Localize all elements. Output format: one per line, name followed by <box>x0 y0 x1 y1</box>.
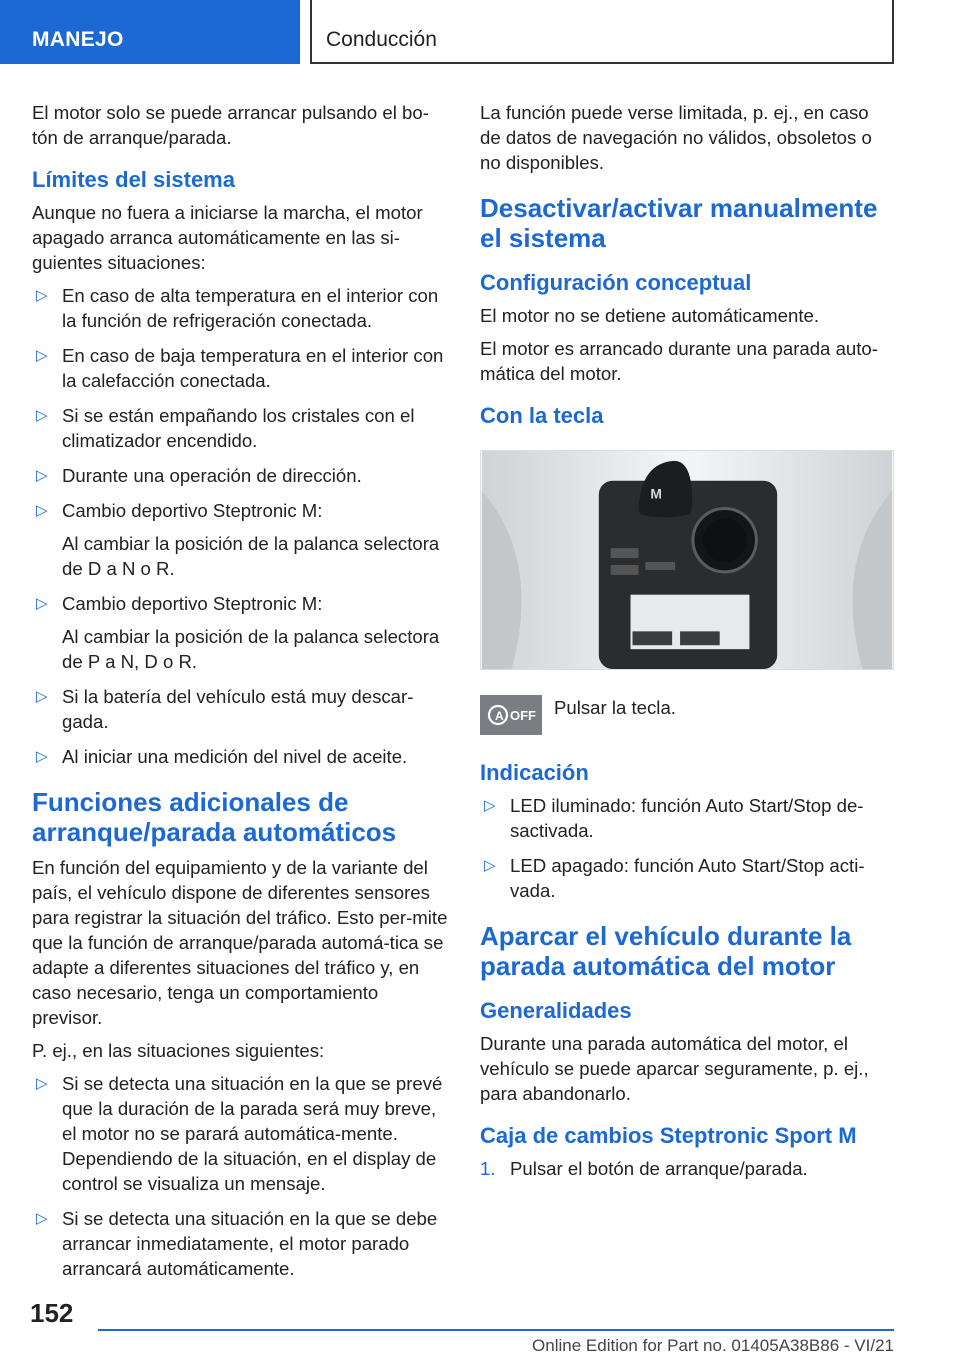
bullet-triangle-icon: ▷ <box>36 287 48 304</box>
press-key-text: Pulsar la tecla. <box>554 697 676 718</box>
bullet-triangle-icon: ▷ <box>36 595 48 612</box>
extra-functions-list <box>32 1071 450 1281</box>
photo-m-logo: M <box>650 485 662 502</box>
general-heading: Generalidades <box>480 998 632 1023</box>
indicator-heading: Indicación <box>480 760 589 785</box>
general-paragraph: Durante una parada automática del motor, el vehículo se puede aparcar seguramente, p. ej., para abandonarlo. <box>480 1033 869 1104</box>
section-tab <box>0 0 300 64</box>
intro-paragraph: El motor solo se puede arrancar pulsando el bo-tón de arranque/parada. <box>32 102 429 148</box>
limits-list <box>32 283 450 769</box>
bullet-triangle-icon: ▷ <box>36 502 48 519</box>
bullet-triangle-icon: ▷ <box>36 467 48 484</box>
off-label: OFF <box>510 708 536 723</box>
right-column <box>480 100 894 1189</box>
list-item: ▷ En caso de baja temperatura en el interior con la calefacción conectada. <box>36 345 444 391</box>
page-number: 152 <box>30 1298 74 1328</box>
gearbox-heading: Caja de cambios Steptronic Sport M <box>480 1123 857 1148</box>
list-item: ▷ Durante una operación de dirección. <box>36 465 362 486</box>
park-heading: Aparcar el vehículo durante la parada automática del motor <box>480 921 852 981</box>
step-number: 1. <box>480 1158 496 1179</box>
section-label: MANEJO <box>32 28 124 51</box>
list-item: ▷ Cambio deportivo Steptronic M: Al cambiar la posición de la palanca selectora de D a N o R. <box>32 498 450 581</box>
limits-heading: Límites del sistema <box>32 167 235 192</box>
chapter-header <box>310 0 894 64</box>
bullet-triangle-icon: ▷ <box>36 748 48 765</box>
bullet-triangle-icon: ▷ <box>36 407 48 424</box>
list-item: ▷ Al iniciar una medición del nivel de aceite. <box>36 746 408 767</box>
auto-start-stop-off-icon <box>480 695 542 735</box>
bullet-triangle-icon: ▷ <box>36 1210 48 1227</box>
limits-paragraph: Aunque no fuera a iniciarse la marcha, el motor apagado arranca automáticamente en las si-guientes situaciones: <box>32 202 423 273</box>
list-item: ▷ LED apagado: función Auto Start/Stop acti-vada. <box>484 855 865 901</box>
list-item: ▷ LED iluminado: función Auto Start/Stop de-sactivada. <box>484 795 864 841</box>
list-item-continuation: Al cambiar la posición de la palanca selectora de D a N o R. <box>62 533 440 579</box>
left-column <box>32 100 450 1291</box>
concept-paragraph-1: El motor no se detiene automáticamente. <box>480 305 820 326</box>
list-item: ▷ Si se detecta una situación en la que se debe arrancar inmediatamente, el motor parado arrancará automáticamente. <box>36 1208 438 1279</box>
extra-functions-heading: Funciones adicionales de arranque/parada automáticos <box>32 787 397 847</box>
list-item <box>480 1156 894 1181</box>
bullet-triangle-icon: ▷ <box>484 797 496 814</box>
extra-functions-paragraph: En función del equipamiento y de la variante del país, el vehículo dispone de diferentes sensores para registrar la situación del tráfico. Esto per-mite que la función de arranque/parada automá-tica se adapte a diferentes situaciones del tráfico y, en caso necesario, tenga un comportamiento previsor. <box>32 857 448 1028</box>
step-text: Pulsar el botón de arranque/parada. <box>510 1158 808 1179</box>
svg-text:A: A <box>495 709 504 723</box>
key-instruction <box>480 695 894 735</box>
list-item: ▷ En caso de alta temperatura en el interior con la función de refrigeración conectada. <box>36 285 439 331</box>
concept-paragraph-2: El motor es arrancado durante una parada auto-mática del motor. <box>480 338 878 384</box>
edition-note: Online Edition for Part no. 01405A38B86 - VI/21 <box>532 1336 894 1355</box>
footer-divider <box>98 1329 894 1331</box>
list-item: ▷ Si la batería del vehículo está muy descar-gada. <box>36 686 414 732</box>
manual-heading: Desactivar/activar manualmente el sistema <box>480 193 878 253</box>
bullet-triangle-icon: ▷ <box>484 857 496 874</box>
extra-functions-lead: P. ej., en las situaciones siguientes: <box>32 1040 325 1061</box>
bullet-triangle-icon: ▷ <box>36 347 48 364</box>
list-item-continuation: Al cambiar la posición de la palanca selectora de P a N, D o R. <box>62 626 440 672</box>
center-console-photo <box>480 450 894 670</box>
indicator-list <box>480 793 894 903</box>
key-heading: Con la tecla <box>480 403 604 428</box>
limitation-paragraph: La función puede verse limitada, p. ej., en caso de datos de navegación no válidos, obsoletos o no disponibles. <box>480 102 872 173</box>
list-item: ▷ Si se detecta una situación en la que se prevé que la duración de la parada será muy breve, el motor no se parará automática-mente. Dependiendo de la situación, en el display de control se visualiza un mensaje. <box>36 1073 443 1194</box>
gearbox-steps <box>480 1156 894 1181</box>
list-item: ▷ Si se están empañando los cristales con el climatizador encendido. <box>36 405 415 451</box>
list-item: ▷ Cambio deportivo Steptronic M: Al cambiar la posición de la palanca selectora de P a N, D o R. <box>32 591 450 674</box>
bullet-triangle-icon: ▷ <box>36 1075 48 1092</box>
chapter-label: Conducción <box>326 28 437 51</box>
bullet-triangle-icon: ▷ <box>36 688 48 705</box>
concept-heading: Configuración conceptual <box>480 270 752 295</box>
